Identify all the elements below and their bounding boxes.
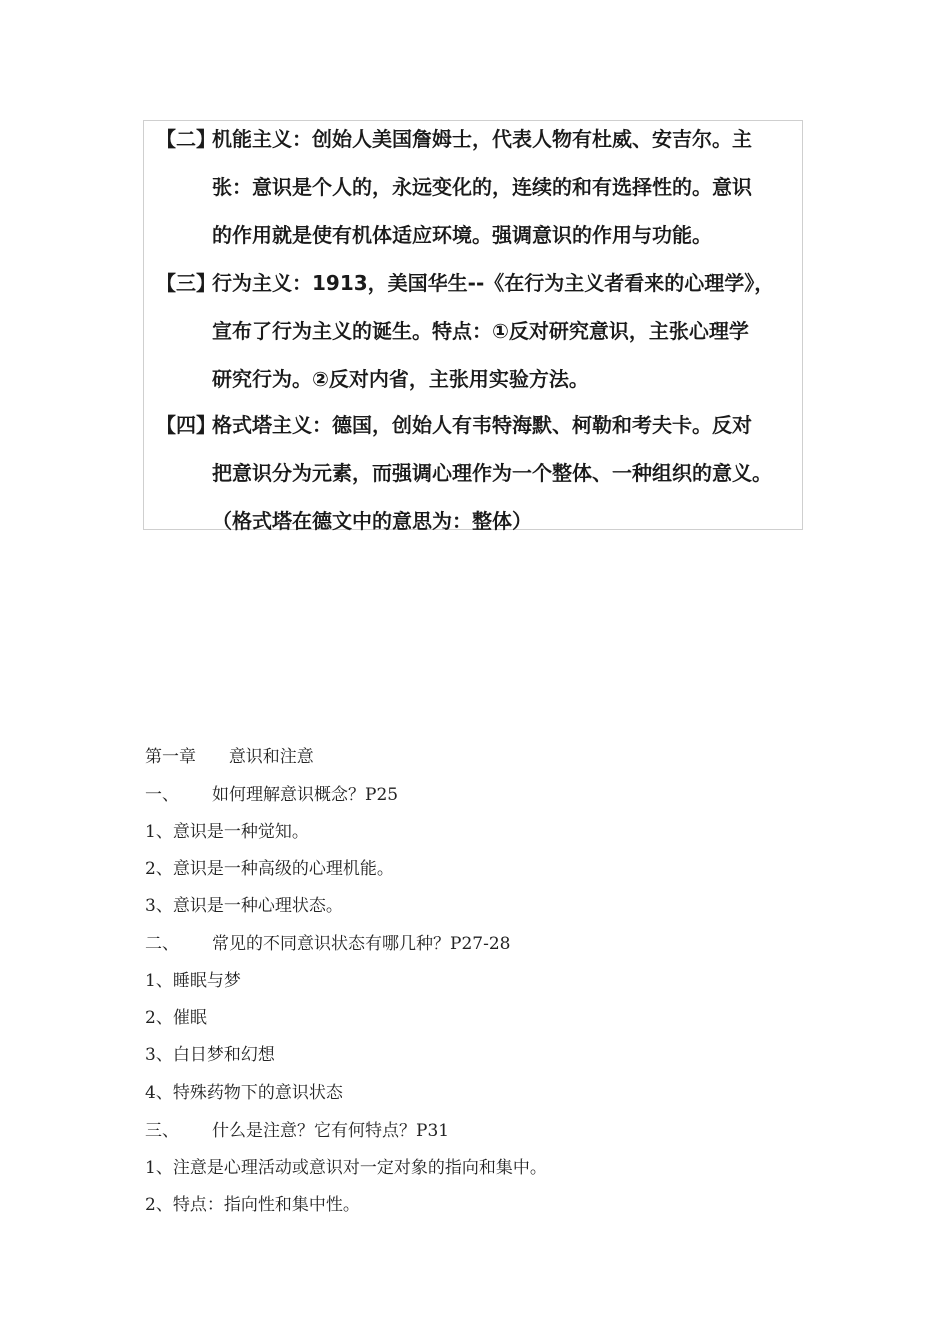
answer-point: 1、睡眠与梦 — [145, 971, 241, 991]
answer-point: 4、特殊药物下的意识状态 — [145, 1083, 343, 1103]
section-number: 三、 — [145, 1121, 179, 1141]
section-number: 二、 — [145, 934, 179, 954]
question-text: 如何理解意识概念？P25 — [212, 785, 399, 805]
section-number: 一、 — [145, 785, 179, 805]
question-text: 什么是注意？它有何特点？P31 — [212, 1121, 450, 1141]
item-line: 的作用就是使有机体适应环境。强调意识的作用与功能。 — [212, 223, 712, 247]
chapter-title: 意识和注意 — [228, 747, 314, 767]
answer-point: 1、意识是一种觉知。 — [145, 822, 309, 842]
answer-point: 1、注意是心理活动或意识对一定对象的指向和集中。 — [145, 1158, 547, 1178]
answer-point: 2、特点：指向性和集中性。 — [145, 1195, 360, 1215]
boxed-excerpt — [143, 120, 803, 533]
question-text: 常见的不同意识状态有哪几种？P27-28 — [212, 934, 511, 954]
item-line: 格式塔主义：德国，创始人有韦特海默、柯勒和考夫卡。反对 — [212, 413, 752, 437]
answer-point: 2、意识是一种高级的心理机能。 — [145, 859, 394, 879]
item-line: 研究行为。②反对内省，主张用实验方法。 — [212, 367, 589, 391]
item-line: 机能主义：创始人美国詹姆士，代表人物有杜威、安吉尔。主 — [212, 127, 752, 151]
item-tag: 【三】 — [156, 271, 216, 295]
item-line: 行为主义：1913，美国华生--《在行为主义者看来的心理学》， — [212, 271, 775, 295]
section-question — [145, 780, 398, 805]
item-line: 张：意识是个人的，永远变化的，连续的和有选择性的。意识 — [212, 175, 752, 199]
answer-point: 2、催眠 — [145, 1008, 207, 1028]
answer-point: 3、白日梦和幻想 — [145, 1045, 275, 1065]
item-line: 把意识分为元素，而强调心理作为一个整体、一种组织的意义。 — [212, 461, 772, 485]
chapter-heading — [145, 742, 314, 767]
item-line: 宣布了行为主义的诞生。特点：①反对研究意识，主张心理学 — [212, 319, 749, 343]
answer-point: 3、意识是一种心理状态。 — [145, 896, 343, 916]
section-question — [145, 1116, 449, 1141]
chapter-label: 第一章 — [145, 747, 196, 767]
item-tag: 【二】 — [156, 127, 216, 151]
item-tag: 【四】 — [156, 413, 216, 437]
item-line: （格式塔在德文中的意思为：整体） — [212, 509, 532, 533]
section-question — [145, 929, 510, 954]
